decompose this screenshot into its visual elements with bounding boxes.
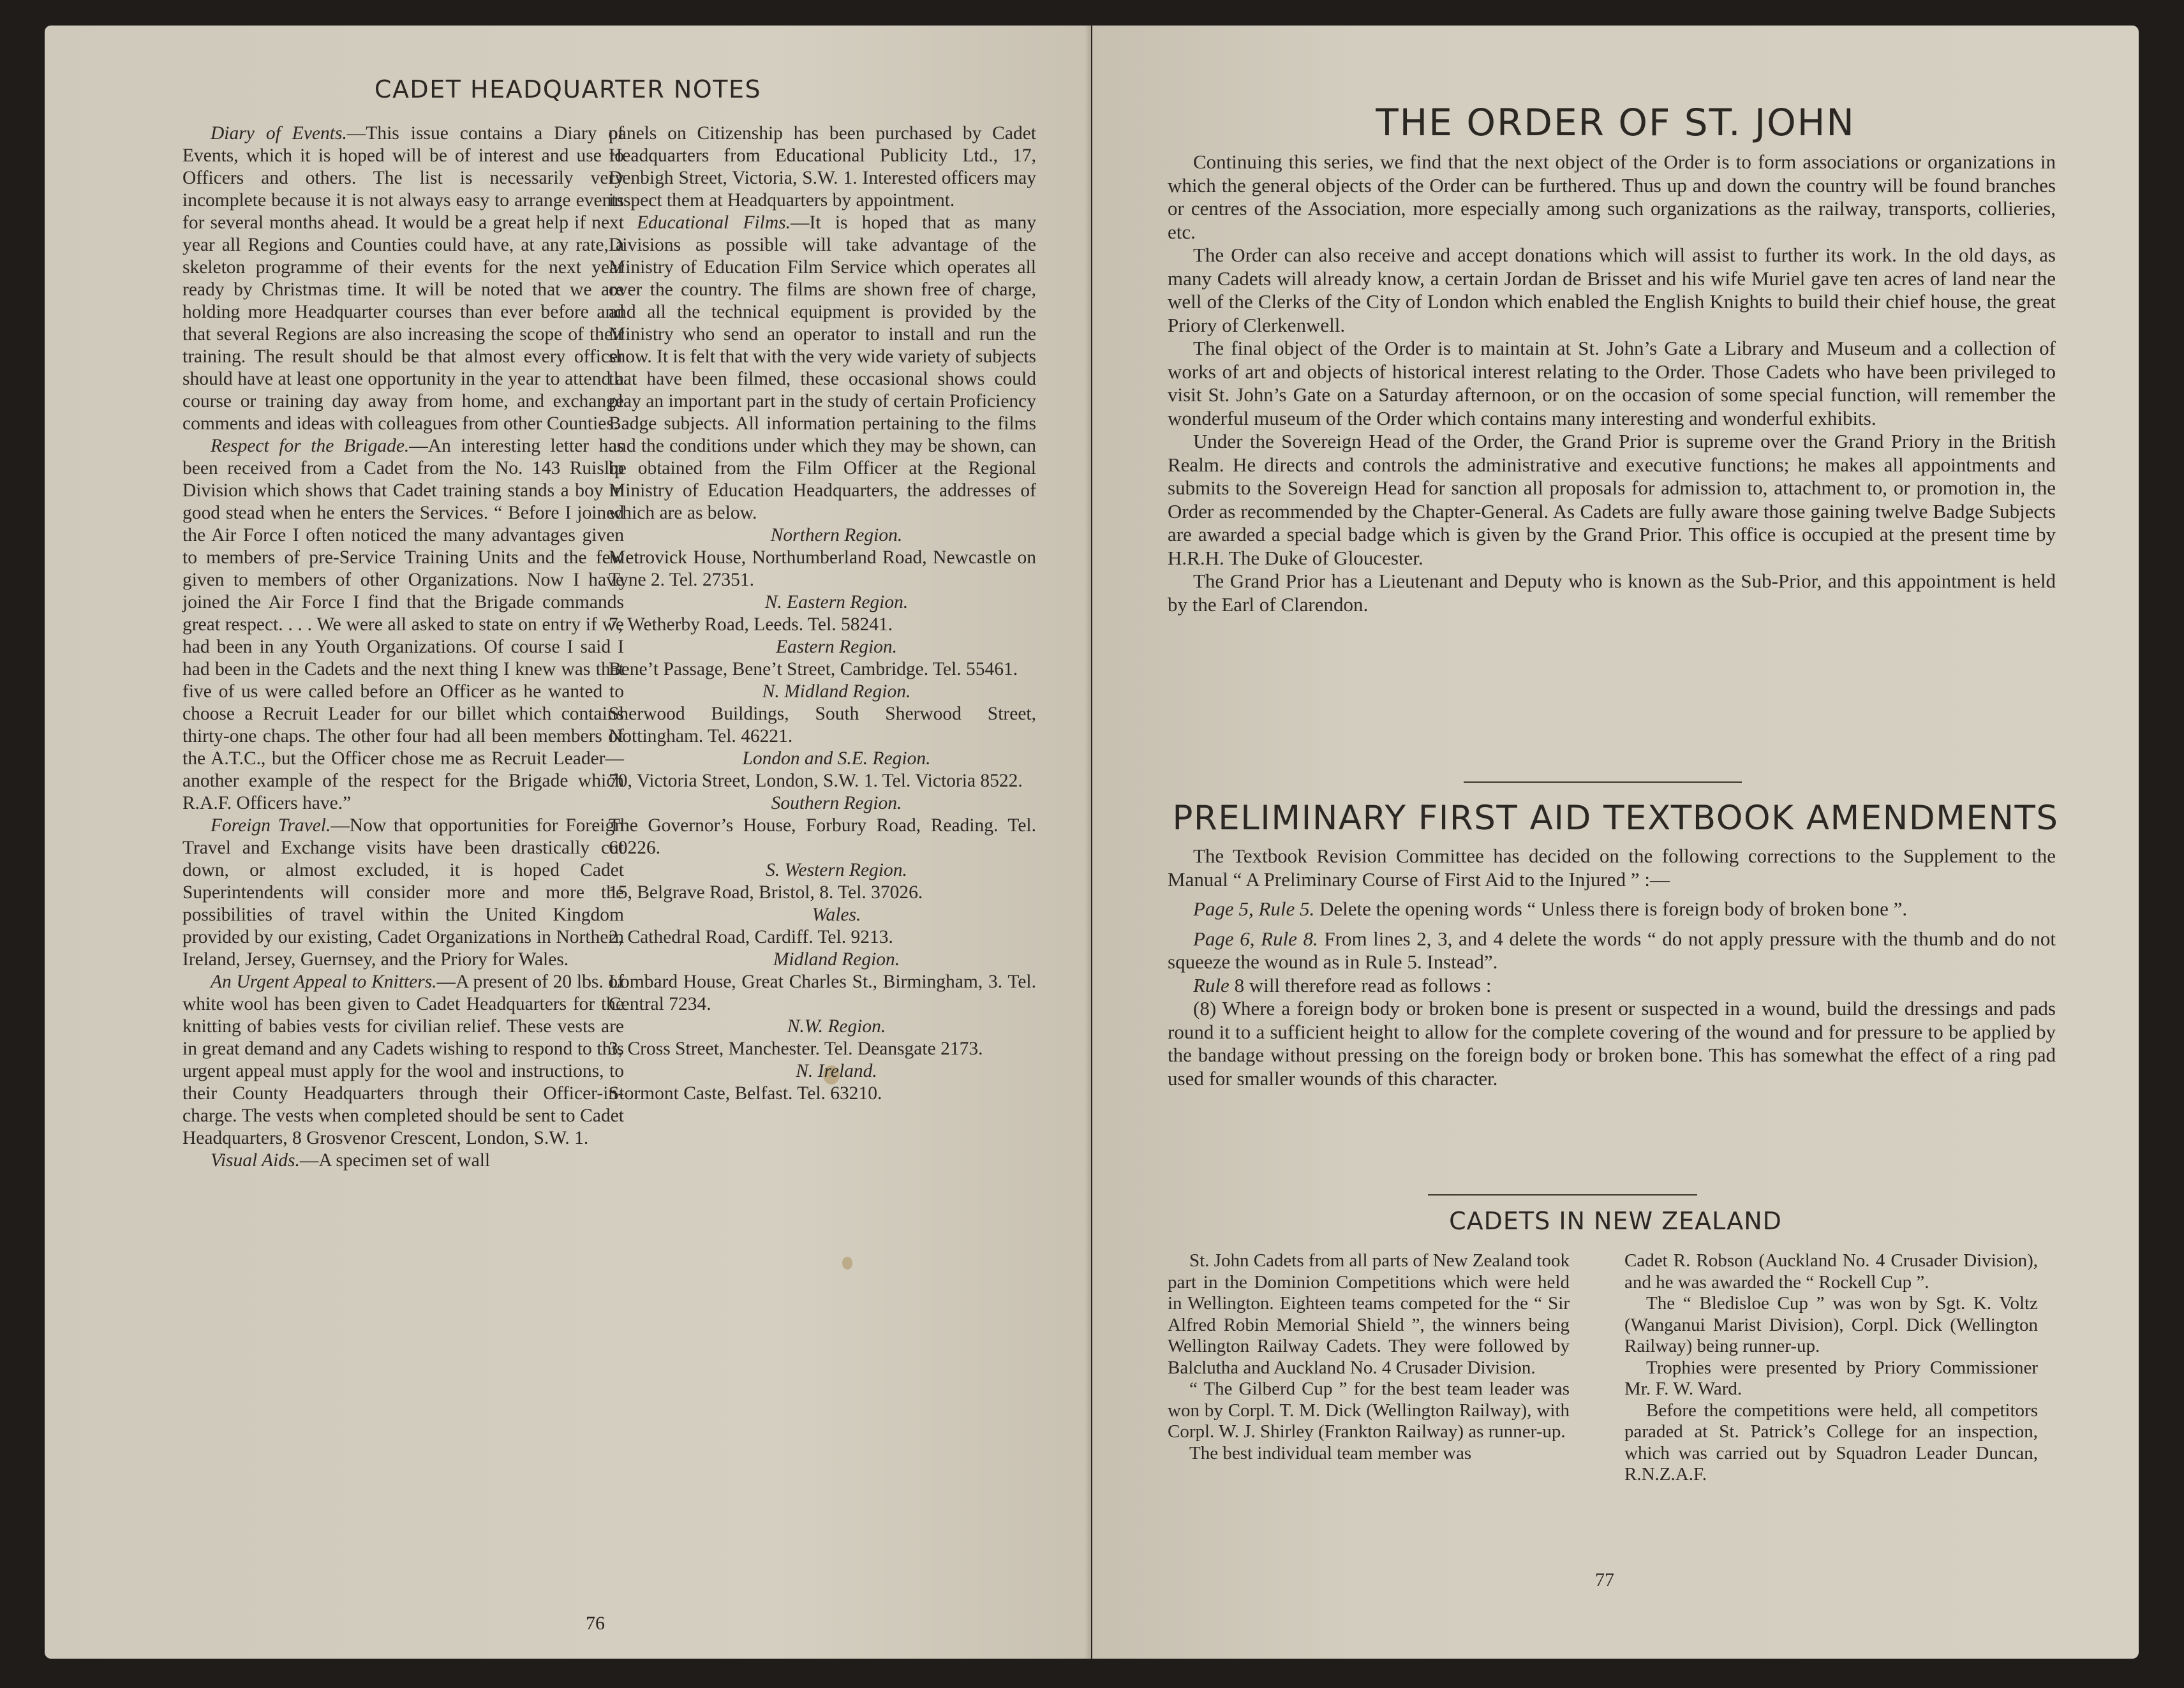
region-address: 7, Wetherby Road, Leeds. Tel. 58241. <box>609 614 893 635</box>
region-address: Bene’t Passage, Bene’t Street, Cambridge. Tel. 55461. <box>609 659 1018 679</box>
aid-title: PRELIMINARY FIRST AID TEXTBOOK AMENDMENTS <box>1172 799 2059 838</box>
paragraph: The Textbook Revision Committee has decided on the following corrections to the Supplement to the Manual “ A Preliminary Course of First Aid to the Injured ” :— <box>1168 845 2056 891</box>
paragraph: An Urgent Appeal to Knitters.—A present of 20 lbs. of white wool has been given to Cadet Headquarters for the knitting of babies vests for civilian relief. These vests are in great demand and any Cadets wishing to respond to this urgent appeal must apply for the wool and instructions, to their County Headquarters through their Officer-in-charge. The vests when completed should be sent to Cadet Headquarters, 8 Grosvenor Crescent, London, S.W. 1. <box>182 972 624 1148</box>
left-column-2 <box>609 122 1036 1105</box>
paragraph: (8) Where a foreign body or broken bone is present or suspected in a wound, build the dressings and pads round it to a sufficient height to allow for the complete covering of the wound and for pressure to be applied by the bandage without pressing on the foreign body or broken bone. This has somewhat the effect of a ring pad used for smaller wounds of this character. <box>1168 997 2056 1090</box>
order-title: THE ORDER OF ST. JOHN <box>1376 101 1855 144</box>
region-name: London and S.E. Region. <box>742 748 931 769</box>
paragraph: Trophies were presented by Priory Commissioner Mr. F. W. Ward. <box>1624 1357 2038 1399</box>
page-number: 77 <box>1595 1569 1614 1590</box>
region-address: 15, Belgrave Road, Bristol, 8. Tel. 37026. <box>609 882 923 903</box>
region-address: 3, Cross Street, Manchester. Tel. Deansgate 2173. <box>609 1039 983 1059</box>
divider <box>1464 781 1742 783</box>
nz-title: CADETS IN NEW ZEALAND <box>1449 1207 1782 1235</box>
paragraph: St. John Cadets from all parts of New Zealand took part in the Dominion Competitions which were held in Wellington. Eighteen teams competed for the “ Sir Alfred Robin Memorial Shield ”, the winners being Wellington Railway Cadets. They were followed by Balclutha and Auckland No. 4 Crusader Division. <box>1168 1250 1570 1378</box>
region-address: Lombard House, Great Charles St., Birmingham, 3. Tel. Central 7234. <box>609 972 1036 1014</box>
region-name: S. Western Region. <box>766 860 907 880</box>
region-address: 2, Cathedral Road, Cardiff. Tel. 9213. <box>609 927 893 947</box>
paragraph: Page 6, Rule 8. From lines 2, 3, and 4 delete the words “ do not apply pressure with the thumb and do not squeeze the wound as in Rule 5. Instead”. <box>1168 927 2056 973</box>
paragraph: The “ Bledisloe Cup ” was won by Sgt. K. Voltz (Wanganui Marist Division), Corpl. Dick (Wellington Railway) being runner-up. <box>1624 1293 2038 1356</box>
paragraph: “ The Gilberd Cup ” for the best team leader was won by Corpl. T. M. Dick (Wellington Railway), with Corpl. W. J. Shirley (Frankton Railway) as runner-up. <box>1168 1379 1570 1442</box>
foxing-stain <box>842 1257 852 1270</box>
paragraph: Foreign Travel.—Now that opportunities for Foreign Travel and Exchange visits have been drastically cut down, or almost excluded, it is hoped Cadet Superintendents will consider more and more the possibilities of travel within the United Kingdom provided by our existing, Cadet Organizations in Northern Ireland, Jersey, Guernsey, and the Priory for Wales. <box>182 815 624 970</box>
region-name: N. Ireland. <box>796 1061 877 1081</box>
region-name: N.W. Region. <box>787 1016 886 1037</box>
nz-column-1 <box>1168 1250 1570 1464</box>
region-address: The Governor’s House, Forbury Road, Reading. Tel. 60226. <box>609 815 1036 858</box>
region-address: Metrovick House, Northumberland Road, Newcastle on Tyne 2. Tel. 27351. <box>609 547 1036 590</box>
left-column-1 <box>182 122 624 1172</box>
region-name: Wales. <box>812 905 861 925</box>
region-name: Midland Region. <box>773 949 900 970</box>
paragraph: Under the Sovereign Head of the Order, the Grand Prior is supreme over the Grand Priory in the British Realm. He directs and controls the administrative and executive functions; he makes all appointments and submits to the Sovereign Head for sanction all proposals for admission to, attachment to, or promotion in, the Order as recommended by the Chapter-General. As Cadets are fully aware those gaining twelve Badge Subjects are awarded a special badge which is given by the Grand Prior. This office is occupied at the present time by H.R.H. The Duke of Gloucester. <box>1168 430 2056 569</box>
region-name: N. Midland Region. <box>762 681 911 702</box>
region-name: N. Eastern Region. <box>764 592 909 612</box>
paragraph: Continuing this series, we find that the next object of the Order is to form associations or organizations in which the general objects of the Order can be furthered. Thus up and down the country will be found branches or centres of the Association, more especially among such organizations as the railway, transports, collieries, etc. <box>1168 151 2056 243</box>
region-address: Stormont Caste, Belfast. Tel. 63210. <box>609 1083 882 1104</box>
paragraph: Cadet R. Robson (Auckland No. 4 Crusader Division), and he was awarded the “ Rockell Cup ”. <box>1624 1250 2038 1292</box>
region-list <box>609 524 1036 1105</box>
paragraph: panels on Citizenship has been purchased by Cadet Headquarters from Educational Publicity Ltd., 17, Denbigh Street, Victoria, S.W. 1. Interested officers may inspect them at Headquarters by appointment. <box>609 123 1036 211</box>
paragraph: The best individual team member was <box>1189 1442 1472 1463</box>
nz-column-2 <box>1624 1250 2038 1486</box>
paragraph: The Order can also receive and accept donations which will assist to further its work. In the old days, as many Cadets will already know, a certain Jordan de Brisset and his wife Muriel gave ten acres of land near the well of the Clerks of the City of London which enabled the English Knights to build their chief house, the great Priory of Clerkenwell. <box>1168 244 2056 336</box>
region-address: 70, Victoria Street, London, S.W. 1. Tel. Victoria 8522. <box>609 771 1023 791</box>
paragraph: Before the competitions were held, all competitors paraded at St. Patrick’s College for an inspection, which was carried out by Squadron Leader Duncan, R.N.Z.A.F. <box>1624 1400 2038 1484</box>
region-name: Northern Region. <box>770 525 903 545</box>
paragraph: The final object of the Order is to maintain at St. John’s Gate a Library and Museum and a collection of works of art and objects of historical interest relating to the Order. Those Cadets who have been privileged to visit St. John’s Gate on a Saturday afternoon, or on the occasion of some special function, will remember the wonderful museum of the Order which contains many interesting and wonderful exhibits. <box>1168 337 2056 429</box>
left-page <box>45 26 1091 1659</box>
paragraph: Rule 8 will therefore read as follows : <box>1193 974 1492 996</box>
paragraph: Page 5, Rule 5. Delete the opening words “ Unless there is foreign body of broken bone ”. <box>1193 898 1908 920</box>
paragraph: Educational Films.—It is hoped that as many Divisions as possible will take advantage of the Ministry of Education Film Service which operates all over the country. The films are shown free of charge, and all the technical equipment is provided by the Ministry who send an operator to install and run the show. It is felt that with the very wide variety of subjects that have been filmed, these occasional shows could play an important part in the study of certain Proficiency Badge subjects. All information pertaining to the films and the conditions under which they may be shown, can be obtained from the Film Officer at the Regional Ministry of Education Headquarters, the addresses of which are as below. <box>609 212 1037 523</box>
region-name: Southern Region. <box>771 793 902 813</box>
paragraph: The Grand Prior has a Lieutenant and Deputy who is known as the Sub-Prior, and this appointment is held by the Earl of Clarendon. <box>1168 570 2056 616</box>
aid-text <box>1168 845 2056 1090</box>
region-address: Sherwood Buildings, South Sherwood Street, Nottingham. Tel. 46221. <box>609 704 1036 746</box>
divider <box>1428 1194 1697 1196</box>
paragraph: Diary of Events.—This issue contains a Diary of Events, which it is hoped will be of interest and use to Officers and others. The list is necessarily very incomplete because it is not always easy to arrange events for several months ahead. It would be a great help if next year all Regions and Counties could have, at any rate, a skeleton programme of their events for the next year ready by Christmas time. It will be noted that we are holding more Headquarter courses than ever before and that several Regions are also increasing the scope of their training. The result should be that almost every officer should have at least one opportunity in the year to attend a course or training day away from home, and exchange comments and ideas with colleagues from other Counties. <box>182 123 625 434</box>
order-text <box>1168 151 2056 616</box>
region-name: Eastern Region. <box>775 637 898 657</box>
right-page <box>1092 26 2139 1659</box>
page-number: 76 <box>586 1613 605 1634</box>
page-heading: CADET HEADQUARTER NOTES <box>374 75 762 103</box>
paragraph: Visual Aids.—A specimen set of wall <box>211 1150 491 1171</box>
paragraph: Respect for the Brigade.—An interesting letter has been received from a Cadet from the No. 143 Ruislip Division which shows that Cadet training stands a boy in good stead when he enters the Services. “ Before I joined the Air Force I often noticed the many advantages given to members of pre-Service Training Units and the few given to members of other Organizations. Now I have joined the Air Force I find that the Brigade commands great respect. . . . We were all asked to state on entry if we had been in any Youth Organizations. Of course I said I had been in the Cadets and the next thing I knew was that five of us were called before an Officer as he wanted to choose a Recruit Leader for our billet which contains thirty-one chaps. The other four had all been members of the A.T.C., but the Officer chose me as Recruit Leader—another example of the respect for the Brigade which R.A.F. Officers have.” <box>182 436 624 813</box>
